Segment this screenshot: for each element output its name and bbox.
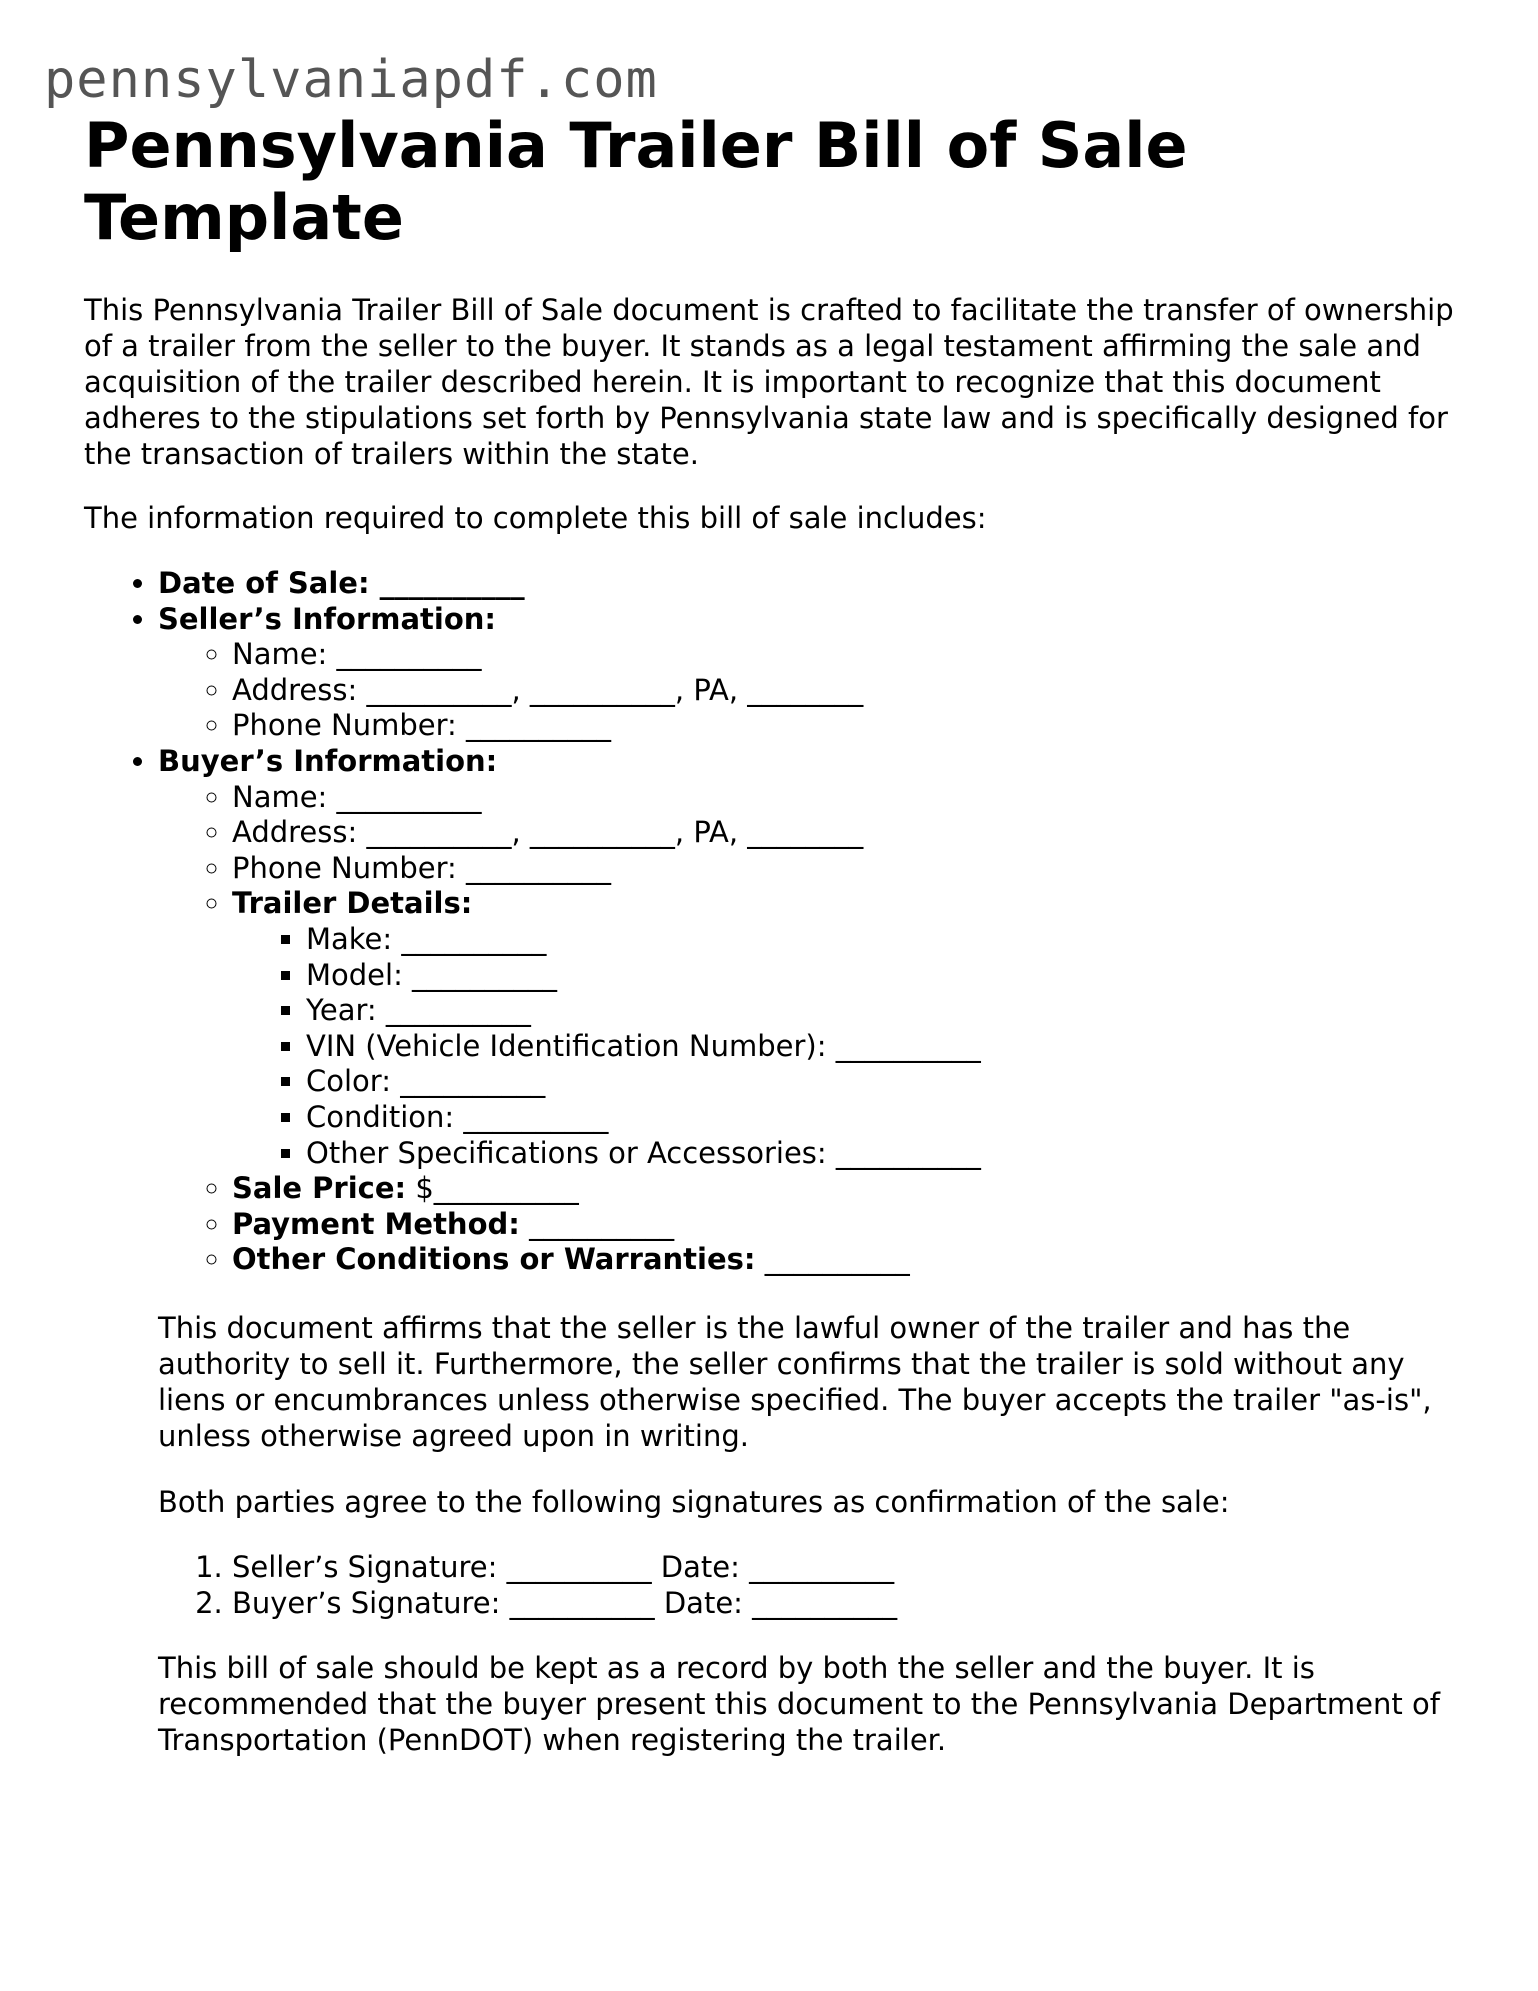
buyer-signature-line: 2. Buyer’s Signature: __________ Date: __________: [232, 1586, 1532, 1622]
buyer-info-list: [158, 780, 1538, 1278]
sale-price-item: [232, 1171, 1538, 1207]
fields-list: [84, 566, 1538, 1278]
seller-info-list: [158, 637, 1538, 744]
buyer-name: ◦ Name: __________: [232, 780, 1538, 816]
sale-price-blank: $__________: [406, 1171, 579, 1206]
buyer-address: ◦ Address: __________, __________, PA, ________: [232, 815, 1538, 851]
payment-method-item: [232, 1207, 1538, 1243]
payment-method-blank: __________: [519, 1206, 675, 1241]
trailer-condition: ▪ Condition: __________: [306, 1100, 1538, 1136]
signatures-list: [158, 1550, 1532, 1621]
trailer-other-specs: ▪ Other Specifications or Accessories: __________: [306, 1136, 1538, 1172]
buyer-info-heading: Buyer’s Information:: [158, 743, 498, 778]
trailer-details-heading: Trailer Details:: [232, 886, 473, 921]
watermark: pennsylvaniapdf.com: [44, 50, 658, 110]
payment-method-label: Payment Method:: [232, 1206, 520, 1241]
signatures-lead: Both parties agree to the following signatures as confirmation of the sale:: [158, 1485, 1230, 1519]
closing-paragraph: This bill of sale should be kept as a record by both the seller and the buyer. It is recommended that the buyer present this document to the Pennsylvania Department of Transportation (PennDOT) when registering the trailer.: [158, 1651, 1440, 1757]
sale-price-label: Sale Price:: [232, 1171, 407, 1206]
fields-lead: The information required to complete this bill of sale includes:: [84, 501, 987, 535]
date-of-sale-item: [158, 566, 1538, 602]
affirmation-paragraph: This document affirms that the seller is the lawful owner of the trailer and has the authority to sell it. Furthermore, the seller confirms that the trailer is sold without any liens or encumbrances unless otherwise specified. The buyer accepts the trailer "as-is", unless otherwise agreed upon in writing.: [158, 1311, 1432, 1453]
trailer-color: ▪ Color: __________: [306, 1064, 1538, 1100]
trailer-details-list: [232, 922, 1538, 1171]
seller-signature-line: 1. Seller’s Signature: __________ Date: __________: [232, 1550, 1532, 1586]
seller-name: ◦ Name: __________: [232, 637, 1538, 673]
seller-phone: ◦ Phone Number: __________: [232, 708, 1538, 744]
trailer-details-item: [232, 886, 1538, 1171]
page-title: Pennsylvania Trailer Bill of Sale Template: [84, 109, 1188, 254]
trailer-make: ▪ Make: __________: [306, 922, 1538, 958]
date-of-sale-blank: __________: [369, 566, 525, 600]
trailer-model: ▪ Model: __________: [306, 958, 1538, 994]
seller-info-item: [158, 602, 1538, 744]
buyer-phone: ◦ Phone Number: __________: [232, 851, 1538, 887]
seller-address: ◦ Address: __________, __________, PA, ________: [232, 673, 1538, 709]
trailer-vin: ▪ VIN (Vehicle Identification Number): __________: [306, 1029, 1538, 1065]
trailer-year: ▪ Year: __________: [306, 993, 1538, 1029]
seller-info-heading: Seller’s Information:: [158, 601, 497, 636]
date-of-sale-label: Date of Sale:: [158, 566, 370, 600]
other-conditions-label: Other Conditions or Warranties:: [232, 1242, 756, 1277]
buyer-info-item: [158, 744, 1538, 1278]
other-conditions-blank: __________: [755, 1242, 910, 1277]
intro-paragraph: This Pennsylvania Trailer Bill of Sale document is crafted to facilitate the transfer of ownership of a trailer from the seller to the buyer. It stands as a legal testament affirming the sale and acquisition of the trailer described herein. It is important to recognize that this document adheres to the stipulations set forth by Pennsylvania state law and is specifically designed for the transaction of trailers within the state.: [84, 293, 1454, 471]
other-conditions-item: [232, 1242, 1538, 1278]
